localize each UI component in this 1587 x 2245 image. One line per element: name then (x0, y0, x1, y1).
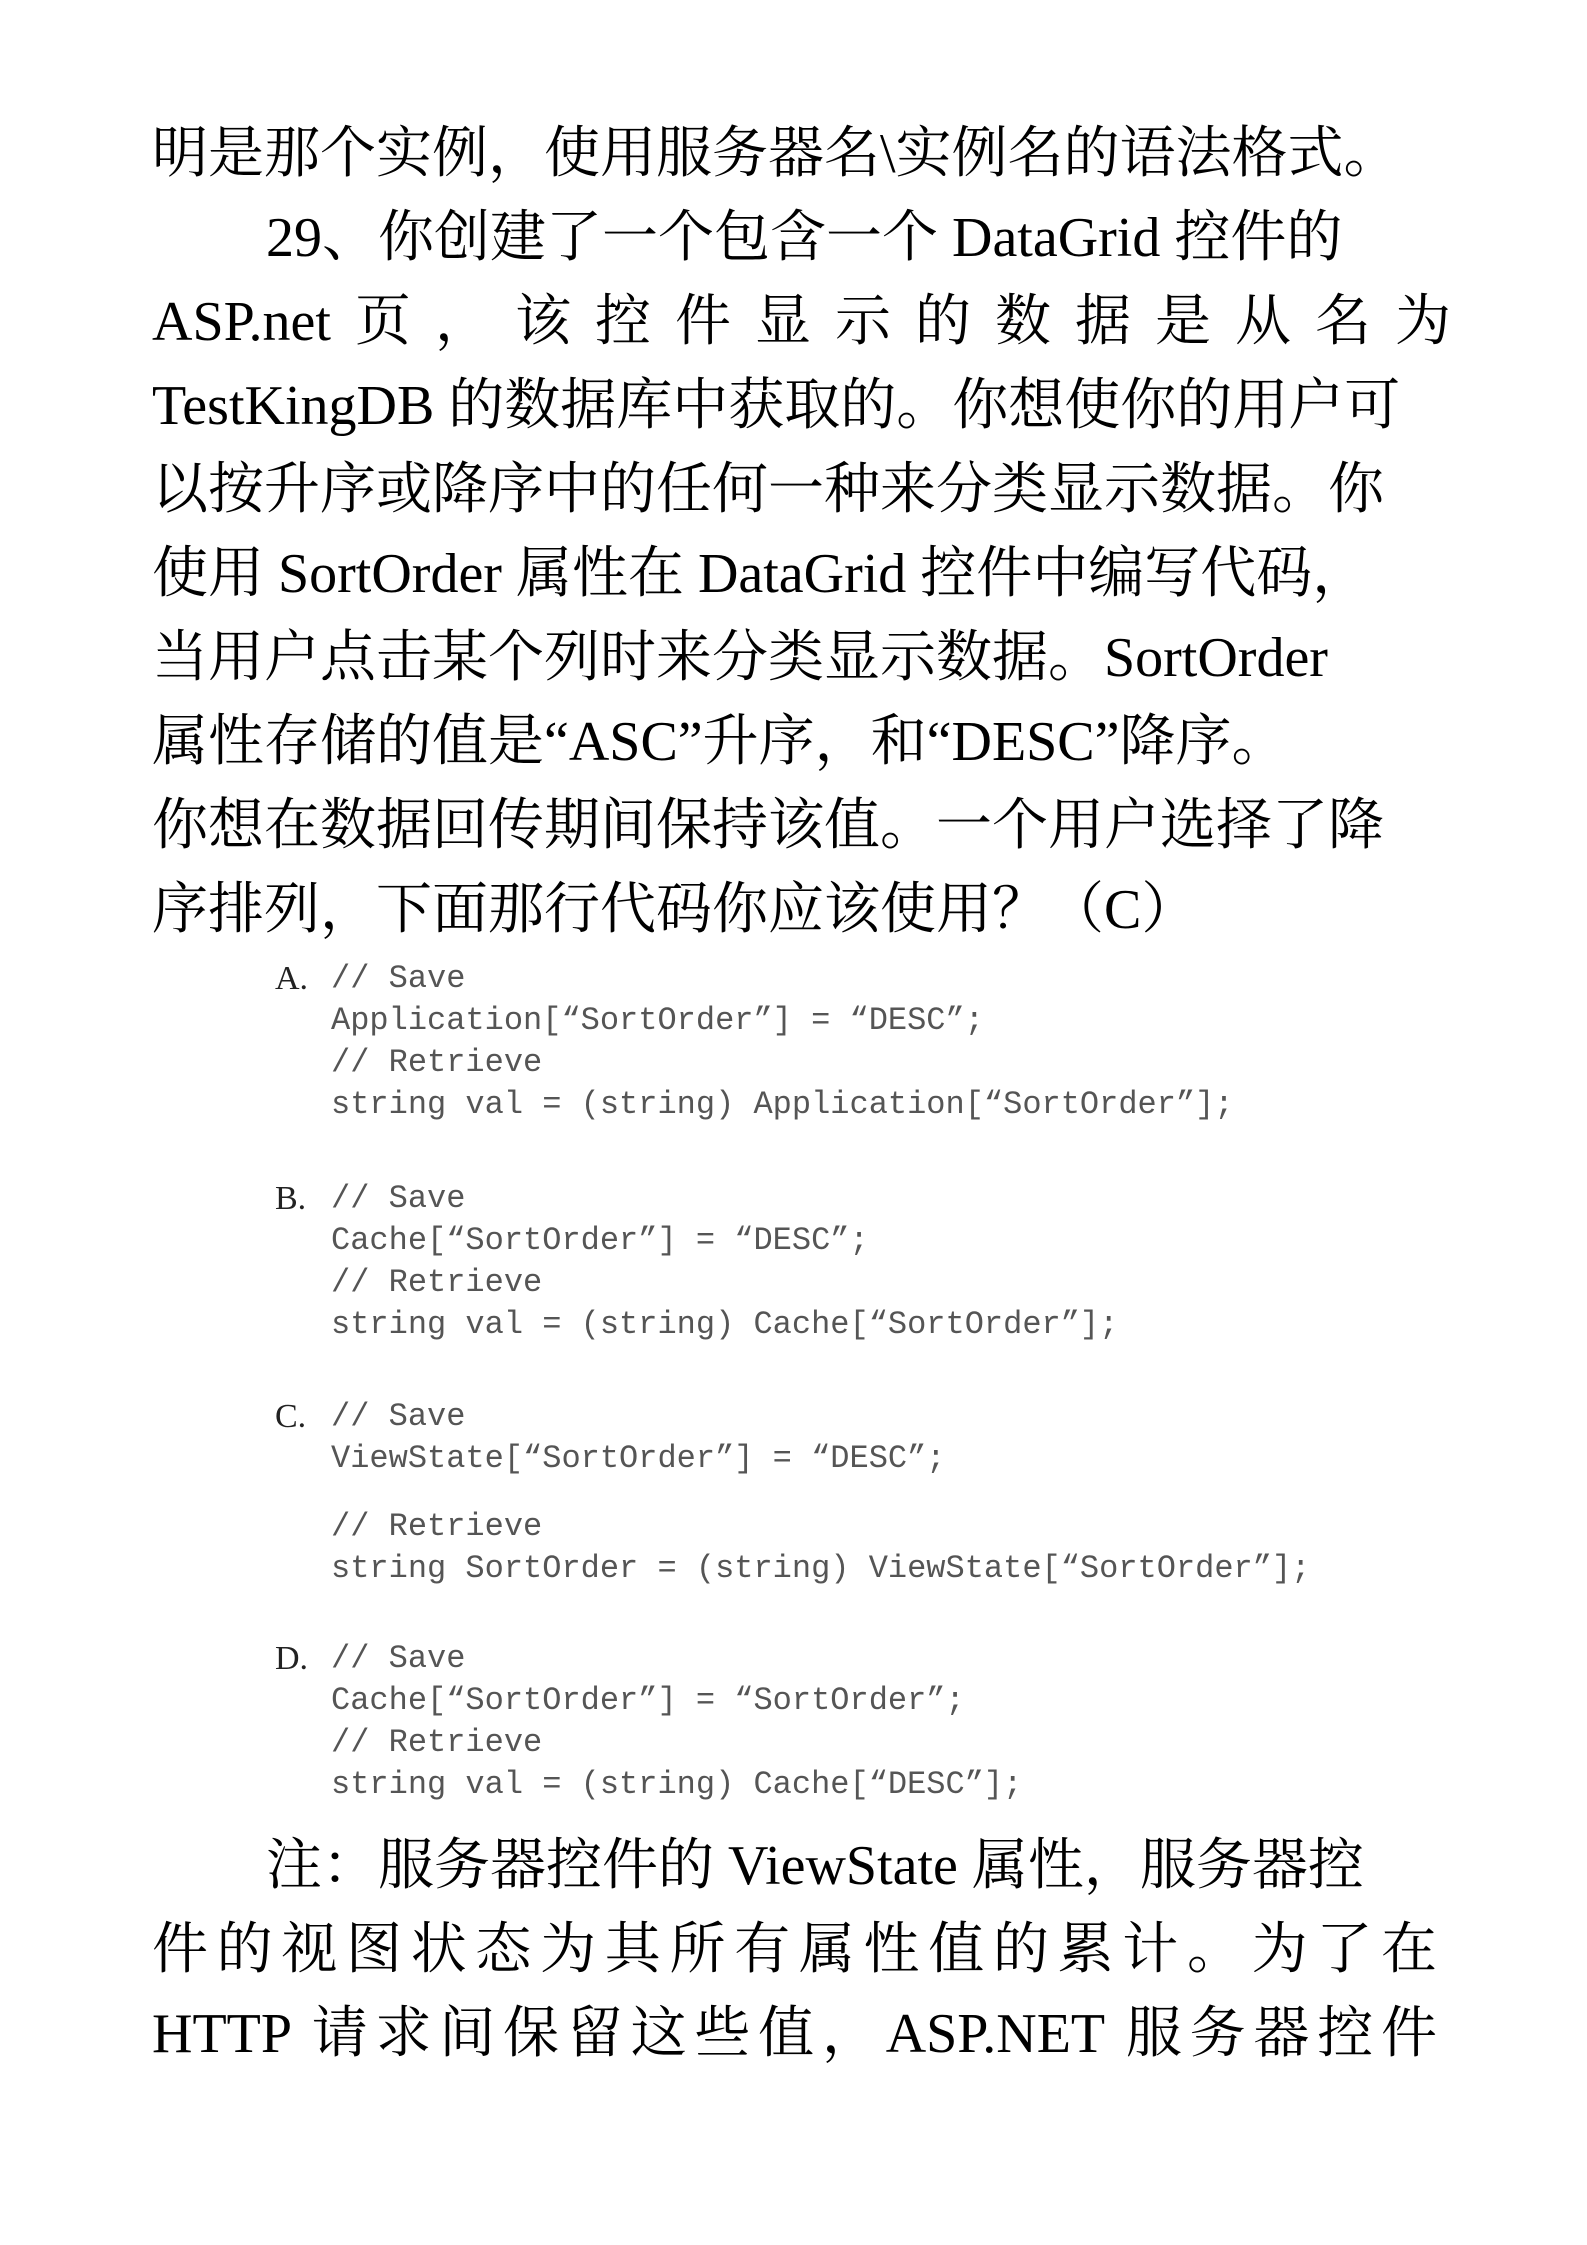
code-line: Cache[“SortOrder”] = “DESC”; (331, 1222, 869, 1259)
text-line: 属性存储的值是“ASC”升序，和“DESC”降序。 (152, 711, 1288, 773)
code-line: Application[“SortOrder”] = “DESC”; (331, 1002, 984, 1039)
code-line: Cache[“SortOrder”] = “SortOrder”; (331, 1682, 965, 1719)
code-comment: // Retrieve (331, 1508, 543, 1545)
note-line: 注：服务器控件的 ViewState 属性，服务器控 (266, 1835, 1364, 1897)
code-line: string val = (string) Cache[“SortOrder”]; (331, 1306, 1119, 1343)
option-letter: B. (275, 1180, 307, 1217)
question-prompt-line: 序排列，下面那行代码你应该使用？（C） (152, 879, 1198, 941)
option-letter: A. (275, 960, 309, 997)
code-comment: // Save (331, 1398, 466, 1435)
question-heading-line: 29、你创建了一个包含一个 DataGrid 控件的 (266, 207, 1343, 269)
text-line: 当用户点击某个列时来分类显示数据。SortOrder (152, 627, 1328, 689)
code-comment: // Retrieve (331, 1044, 543, 1081)
note-line: HTTP 请求间保留这些值，ASP.NET 服务器控件 (152, 2003, 1437, 2065)
text-line: ASP.net 页 ， 该 控 件 显 示 的 数 据 是 从 名 为 (152, 291, 1451, 353)
code-comment: // Save (331, 1180, 466, 1217)
code-comment: // Save (331, 960, 466, 997)
code-line: string val = (string) Cache[“DESC”]; (331, 1766, 1023, 1803)
text-line: 你想在数据回传期间保持该值。一个用户选择了降 (152, 795, 1384, 857)
text-line: TestKingDB 的数据库中获取的。你想使你的用户可 (152, 375, 1401, 437)
note-line: 件的视图状态为其所有属性值的累计。为了在 (152, 1919, 1437, 1981)
text-line: 使用 SortOrder 属性在 DataGrid 控件中编写代码， (152, 543, 1369, 605)
code-line: string SortOrder = (string) ViewState[“SortOrder”]; (331, 1550, 1311, 1587)
code-comment: // Retrieve (331, 1724, 543, 1761)
option-letter: C. (275, 1398, 307, 1435)
text-line: 以按升序或降序中的任何一种来分类显示数据。你 (152, 459, 1384, 521)
option-letter: D. (275, 1640, 309, 1677)
code-line: ViewState[“SortOrder”] = “DESC”; (331, 1440, 946, 1477)
text-line: 明是那个实例，使用服务器名\实例名的语法格式。 (152, 123, 1400, 185)
code-line: string val = (string) Application[“SortOrder”]; (331, 1086, 1234, 1123)
code-comment: // Save (331, 1640, 466, 1677)
code-comment: // Retrieve (331, 1264, 543, 1301)
